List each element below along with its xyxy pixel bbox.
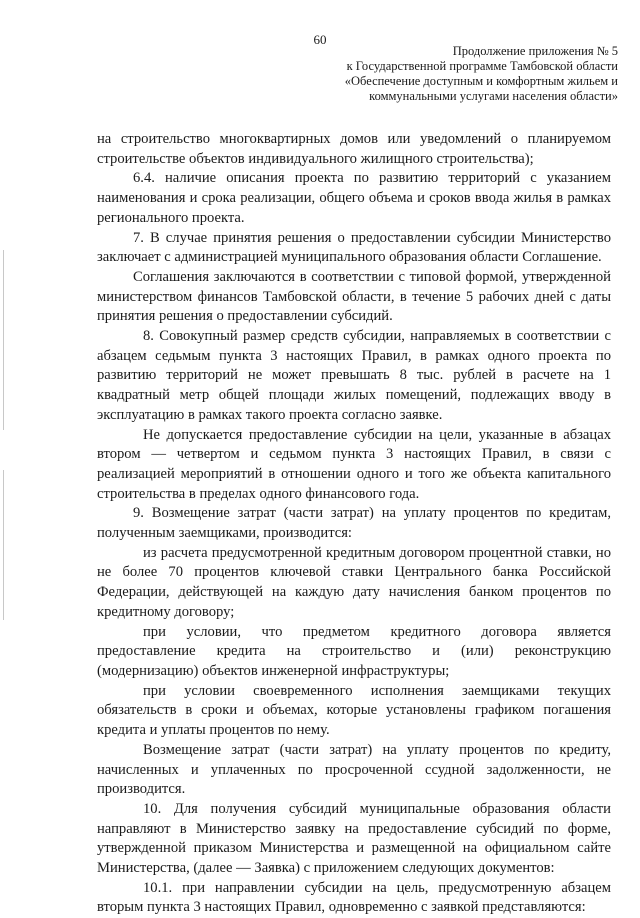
header-line: к Государственной программе Тамбовской области <box>346 59 618 73</box>
paragraph: при условии своевременного исполнения заемщиками текущих обязательств в сроки и объемах, которые установлены графиком погашения кредита и уплаты процентов по нему. <box>97 682 611 739</box>
header-line: Продолжение приложения № 5 <box>452 44 618 58</box>
scan-margin-mark <box>3 250 4 430</box>
paragraph: 8. Совокупный размер средств субсидии, направляемых в соответствии с абзацем седьмым пункта 3 настоящих Правил, в рамках одного проекта по развитию территорий не может превышать 8 тыс. рублей в расчете на 1 квадратный метр общей площади жилых помещений, подлежащих вводу в эксплуатацию в рамках такого проекта согласно заявке. <box>97 328 611 423</box>
paragraph: 10.1. при направлении субсидии на цель, предусмотренную абзацем вторым пункта 3 настоящих Правил, одновременно с заявкой представляются: <box>97 879 611 916</box>
paragraph: 9. Возмещение затрат (части затрат) на уплату процентов по кредитам, полученным заемщиками, производится: <box>97 505 611 542</box>
paragraph: Не допускается предоставление субсидии на цели, указанные в абзацах втором — четвертом и седьмом пункта 3 настоящих Правил, в связи с реализацией мероприятий в отношении одного и того же объекта капитального строительства в пределах одного финансового года. <box>97 426 611 502</box>
document-body <box>97 130 611 918</box>
page-number: 60 <box>313 32 327 47</box>
paragraph: Возмещение затрат (части затрат) на уплату процентов по кредиту, начисленных и уплаченных по просроченной ссудной задолженности, не производится. <box>97 741 611 798</box>
paragraph: 10. Для получения субсидий муниципальные образования области направляют в Министерство заявку на предоставление субсидий по форме, утвержденной приказом Министерства и размещенной на официальном сайте Министерства, (далее — Заявка) с приложением следующих документов: <box>97 800 611 877</box>
header-line: коммунальными услугами населения области» <box>369 89 618 103</box>
paragraph: при условии, что предметом кредитного договора является предоставление кредита на строительство и (или) реконструкцию (модернизацию) объектов инженерной инфраструктуры; <box>97 623 611 679</box>
scan-margin-mark <box>3 470 4 620</box>
paragraph: 7. В случае принятия решения о предоставлении субсидии Министерство заключает с администрацией муниципального образования области Соглашение. <box>97 229 611 266</box>
paragraph: 6.4. наличие описания проекта по развитию территорий с указанием наименования и срока реализации, общего объема и сроков ввода жилья в рамках регионального проекта. <box>97 170 611 226</box>
paragraph: Соглашения заключаются в соответствии с типовой формой, утвержденной министерством финансов Тамбовской области, в течение 5 рабочих дней с даты принятия решения о предоставлении субсидий. <box>97 268 611 325</box>
header-line: «Обеспечение доступным и комфортным жильем и <box>344 74 618 88</box>
paragraph: на строительство многоквартирных домов или уведомлений о планируемом строительстве объектов индивидуального жилищного строительства); <box>97 131 611 167</box>
paragraph: из расчета предусмотренной кредитным договором процентной ставки, но не более 70 процентов ключевой ставки Центрального банка Российской Федерации, действующей на каждую дату начисления банком процентов по кредитному договору; <box>97 544 611 620</box>
appendix-header <box>278 44 618 104</box>
